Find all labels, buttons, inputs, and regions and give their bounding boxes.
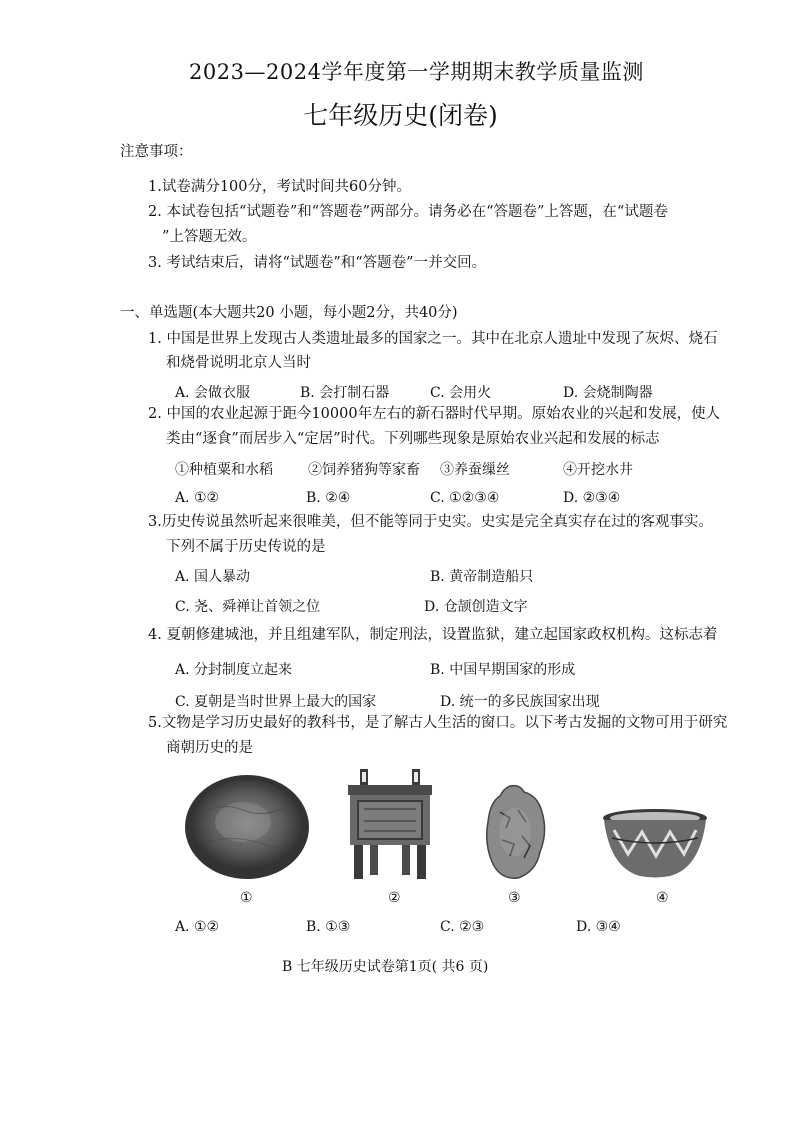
notice-item-2: 2. 本试卷包括“试题卷”和“答题卷”两部分。请务必在“答题卷”上答题，在“试题卷	[148, 204, 668, 220]
q5-option-d: D. ③④	[576, 919, 621, 935]
artifact-label-4: ④	[656, 890, 669, 906]
q4-option-a: A. 分封制度立起来	[175, 662, 293, 678]
notice-item-1: 1.试卷满分100分，考试时间共60分钟。	[148, 179, 411, 195]
exam-subtitle: 七年级历史(闭卷)	[303, 101, 498, 130]
painted-pottery-image	[600, 808, 710, 880]
q2-item-3: ③养蚕缫丝	[440, 462, 510, 478]
oracle-bone-image	[480, 782, 550, 882]
q1-stem-line2: 和烧骨说明北京人当时	[166, 355, 311, 371]
q1-option-c: C. 会用火	[430, 385, 492, 401]
exam-title: 2023—2024学年度第一学期期末教学质量监测	[189, 60, 644, 84]
q4-option-c: C. 夏朝是当时世界上最大的国家	[175, 694, 377, 710]
notice-label: 注意事项：	[120, 144, 193, 160]
q3-stem-line2: 下列不属于历史传说的是	[166, 539, 326, 555]
q1-option-b: B. 会打制石器	[300, 385, 390, 401]
notice-item-2-cont: ”上答题无效。	[162, 229, 257, 245]
pottery-bowl-image	[183, 772, 311, 882]
q5-option-c: C. ②③	[440, 919, 485, 935]
q2-stem-line2: 类由“逐食”而居步入“定居”时代。下列哪些现象是原始农业兴起和发展的标志	[166, 431, 660, 447]
q3-stem-line1: 3.历史传说虽然听起来很唯美，但不能等同于史实。史实是完全真实存在过的客观事实。	[148, 514, 713, 530]
q5-stem-line1: 5.文物是学习历史最好的教科书，是了解古人生活的窗口。以下考古发掘的文物可用于研究	[148, 715, 728, 731]
q2-option-c: C. ①②③④	[430, 490, 500, 506]
q2-option-d: D. ②③④	[563, 490, 621, 506]
q2-item-1: ①种植粟和水稻	[175, 462, 273, 478]
artifact-label-1: ①	[240, 890, 253, 906]
q5-option-a: A. ①②	[175, 919, 220, 935]
section-heading: 一、单选题(本大题共20 小题，每小题2分，共40分)	[120, 305, 458, 321]
page-footer: B 七年级历史试卷第1页( 共6 页)	[282, 959, 489, 975]
q1-option-a: A. 会做衣服	[175, 385, 251, 401]
q1-stem-line1: 1. 中国是世界上发现古人类遗址最多的国家之一。其中在北京人遗址中发现了灰烬、烧石	[148, 331, 718, 347]
q5-option-b: B. ①③	[306, 919, 351, 935]
q4-option-b: B. 中国早期国家的形成	[430, 662, 576, 678]
q5-stem-line2: 商朝历史的是	[166, 740, 253, 756]
artifact-label-2: ②	[388, 890, 401, 906]
q3-option-a: A. 国人暴动	[175, 569, 251, 585]
q3-option-b: B. 黄帝制造船只	[430, 569, 534, 585]
bronze-ding-image	[340, 765, 440, 883]
q2-stem-line1: 2. 中国的农业起源于距今10000年左右的新石器时代早期。原始农业的兴起和发展，使人	[148, 406, 721, 422]
q2-option-b: B. ②④	[306, 490, 351, 506]
q2-option-a: A. ①②	[175, 490, 220, 506]
q2-item-4: ④开挖水井	[563, 462, 633, 478]
artifact-label-3: ③	[508, 890, 521, 906]
q4-option-d: D. 统一的多民族国家出现	[440, 694, 600, 710]
q3-option-c: C. 尧、舜禅让首领之位	[175, 599, 321, 615]
q2-item-2: ②饲养猪狗等家畜	[308, 462, 420, 478]
q3-option-d: D. 仓颉创造文字	[424, 599, 528, 615]
q1-option-d: D. 会烧制陶器	[563, 385, 653, 401]
notice-item-3: 3. 考试结束后，请将“试题卷”和“答题卷”一并交回。	[148, 255, 487, 271]
q4-stem-line1: 4. 夏朝修建城池，并且组建军队，制定刑法，设置监狱，建立起国家政权机构。这标志着	[148, 627, 718, 643]
